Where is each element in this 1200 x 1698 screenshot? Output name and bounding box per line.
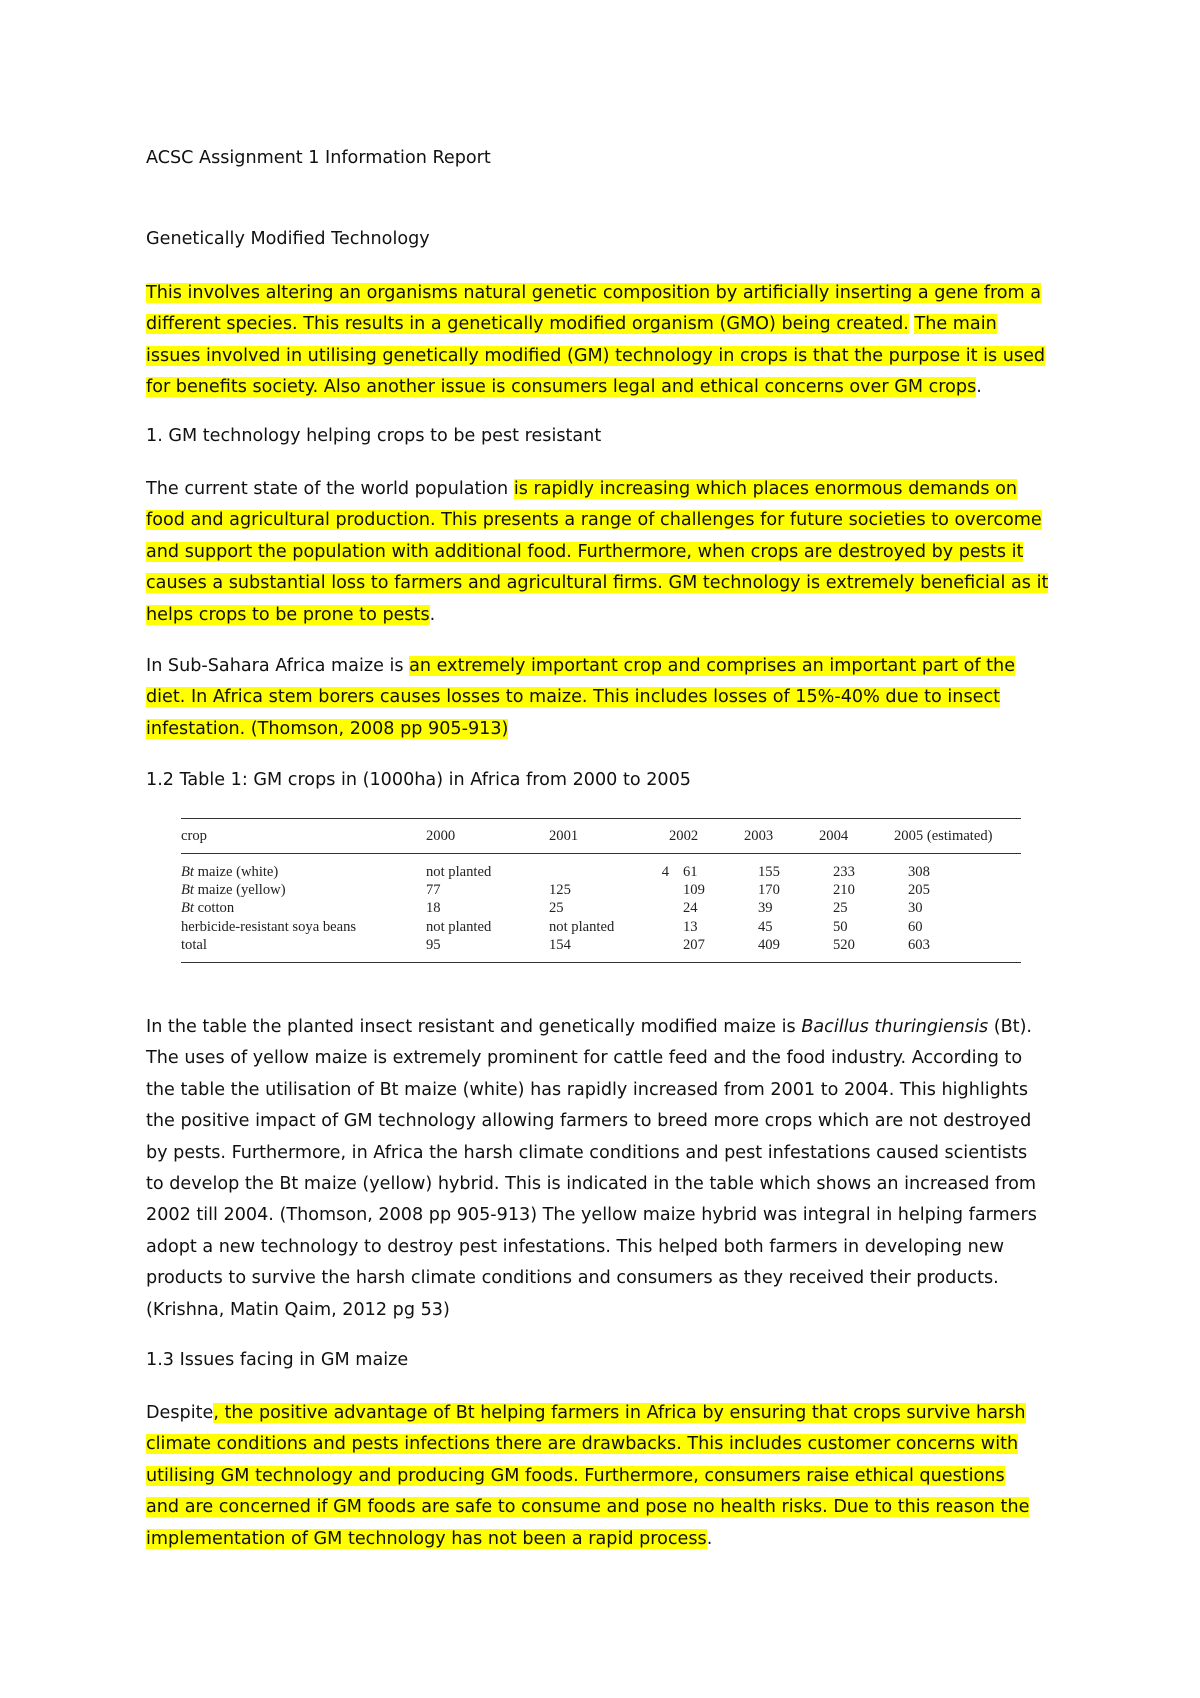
highlighted-text: helps crops to be prone to pests <box>146 604 430 625</box>
column-header-2002: 2002 <box>669 828 699 844</box>
highlighted-text: different species. This results in a genetically modified organism (GMO) being created. <box>146 314 909 335</box>
table-cell: not planted <box>426 864 492 880</box>
body-text: Despite <box>146 1403 214 1423</box>
table-cell: 95 <box>426 936 441 953</box>
table-cell: 4 <box>661 864 669 880</box>
section-heading: 1.3 Issues facing in GM maize <box>146 1350 409 1370</box>
column-header-crop: crop <box>181 828 207 844</box>
table-cell: not planted <box>426 918 492 935</box>
body-text: (Bt). <box>993 1017 1033 1037</box>
highlighted-text: food and agricultural production. This presents a range of challenges for future societies to overcome <box>146 510 1042 531</box>
body-text: the positive impact of GM technology allowing farmers to breed more crops which are not destroyed <box>146 1111 1032 1132</box>
table-cell-crop: Bt maize (white) <box>181 864 279 880</box>
table-cell: 77 <box>426 882 441 899</box>
highlighted-text: and support the population with additional food. Furthermore, when crops are destroyed by pests it <box>146 541 1024 562</box>
table-cell: 155 <box>758 864 780 880</box>
body-text: adopt a new technology to destroy pest infestations. This helped both farmers in developing new <box>146 1236 1004 1257</box>
paragraph-population <box>146 474 1048 631</box>
table-cell: 308 <box>908 864 930 880</box>
body-text: by pests. Furthermore, in Africa the harsh climate conditions and pest infestations caused scientists <box>146 1142 1028 1163</box>
table-cell: 409 <box>758 936 780 953</box>
highlighted-text: an extremely important crop and comprises an important part of the <box>409 656 1016 676</box>
highlighted-text: causes a substantial loss to farmers and agricultural firms. GM technology is extremely beneficial as it <box>146 573 1049 594</box>
table-cell-crop: Bt maize (yellow) <box>181 882 286 899</box>
paragraph-intro <box>146 278 1045 404</box>
table-cell-crop: herbicide-resistant soya beans <box>181 918 357 935</box>
table-cell: 603 <box>908 936 930 953</box>
table-cell-crop: total <box>181 936 207 953</box>
table-cell: 50 <box>833 918 848 935</box>
table-cell: 61 <box>683 864 698 880</box>
document-subtitle: Genetically Modified Technology <box>146 229 430 249</box>
body-text: the table the utilisation of Bt maize (white) has rapidly increased from 2001 to 2004. This highlights <box>146 1079 1028 1100</box>
table-cell: not planted <box>549 918 615 935</box>
paragraph-table-discussion <box>146 1012 1037 1326</box>
highlighted-text: The main <box>914 314 997 335</box>
table-cell: 210 <box>833 882 855 899</box>
body-text: . <box>976 377 982 398</box>
highlighted-text: infestation. (Thomson, 2008 pp 905-913) <box>146 718 509 739</box>
highlighted-text: implementation of GM technology has not been a rapid process <box>146 1528 707 1549</box>
table-cell: 25 <box>833 900 848 917</box>
section-heading: 1. GM technology helping crops to be pest resistant <box>146 426 602 446</box>
highlighted-text: is rapidly increasing which places enormous demands on <box>513 479 1018 499</box>
highlighted-text: This involves altering an organisms natural genetic composition by artificially inserting a gene from a <box>146 283 1042 303</box>
table-cell: 154 <box>549 936 571 953</box>
page-title: ACSC Assignment 1 Information Report <box>146 148 491 168</box>
table-header-row <box>181 819 1021 853</box>
body-text: The uses of yellow maize is extremely prominent for cattle feed and the food industry. According to <box>146 1048 1023 1069</box>
table-row <box>181 918 1021 936</box>
highlighted-text: for benefits society. Also another issue is consumers legal and ethical concerns over GM crops <box>146 377 977 398</box>
body-text: In Sub-Sahara Africa maize is <box>146 656 404 676</box>
table-cell: 520 <box>833 936 855 953</box>
table-cell: 109 <box>683 882 705 899</box>
table-cell-crop: Bt cotton <box>181 900 235 917</box>
highlighted-text: , the positive advantage of Bt helping farmers in Africa by ensuring that crops survive harsh <box>213 1403 1026 1423</box>
body-text: In the table the planted insect resistant and genetically modified maize is <box>146 1017 796 1037</box>
body-text: (Krishna, Matin Qaim, 2012 pg 53) <box>146 1299 450 1320</box>
column-header-2003: 2003 <box>744 828 774 844</box>
table-row <box>181 899 1021 917</box>
highlighted-text: diet. In Africa stem borers causes losses to maize. This includes losses of 15%-40% due to insect <box>146 687 1001 708</box>
table-cell: 233 <box>833 864 855 880</box>
table-cell: 170 <box>758 882 780 899</box>
table-cell: 18 <box>426 900 441 917</box>
highlighted-text: climate conditions and pests infections there are drawbacks. This includes customer concerns with <box>146 1434 1019 1455</box>
paragraph-maize-africa <box>146 651 1015 745</box>
column-header-2004: 2004 <box>819 828 849 844</box>
table-cell: 25 <box>549 900 564 917</box>
gm-crops-table <box>181 818 1021 963</box>
table-cell: 205 <box>908 882 930 899</box>
body-text: products to survive the harsh climate conditions and consumers as they received their products. <box>146 1268 999 1289</box>
table-cell: 125 <box>549 882 571 899</box>
table-cell: 45 <box>758 918 773 935</box>
column-header-2005: 2005 (estimated) <box>894 828 993 844</box>
highlighted-text: and are concerned if GM foods are safe to consume and pose no health risks. Due to this reason the <box>146 1497 1030 1518</box>
table-bottom-rule <box>181 962 1021 963</box>
body-text: The current state of the world population <box>146 479 509 499</box>
table-row <box>181 881 1021 899</box>
body-text: . <box>706 1528 713 1549</box>
body-text: to develop the Bt maize (yellow) hybrid. This is indicated in the table which shows an increased from <box>146 1174 1037 1195</box>
highlighted-text: utilising GM technology and producing GM foods <box>146 1465 574 1486</box>
italic-term: Bacillus thuringiensis <box>801 1017 989 1037</box>
highlighted-text: issues involved in utilising genetically modified (GM) technology in crops is that the purpose it is used <box>146 345 1046 366</box>
table-cell: 207 <box>683 936 705 953</box>
body-text: . <box>429 604 436 625</box>
body-text: 2002 till 2004. (Thomson, 2008 pp 905-913) The yellow maize hybrid was integral in helping farmers <box>146 1205 1037 1226</box>
table-cell: 30 <box>908 900 923 917</box>
table-row-total <box>181 936 1021 954</box>
column-header-2001: 2001 <box>549 828 579 844</box>
highlighted-text: . Furthermore, consumers raise ethical questions <box>573 1465 1005 1486</box>
table-caption: 1.2 Table 1: GM crops in (1000ha) in Africa from 2000 to 2005 <box>146 770 691 790</box>
table-cell: 39 <box>758 900 773 917</box>
column-header-2000: 2000 <box>426 828 456 844</box>
table-cell: 13 <box>683 918 698 935</box>
paragraph-issues <box>146 1398 1029 1555</box>
table-cell: 24 <box>683 900 698 917</box>
table-row <box>181 863 1021 881</box>
table-cell: 60 <box>908 918 923 935</box>
